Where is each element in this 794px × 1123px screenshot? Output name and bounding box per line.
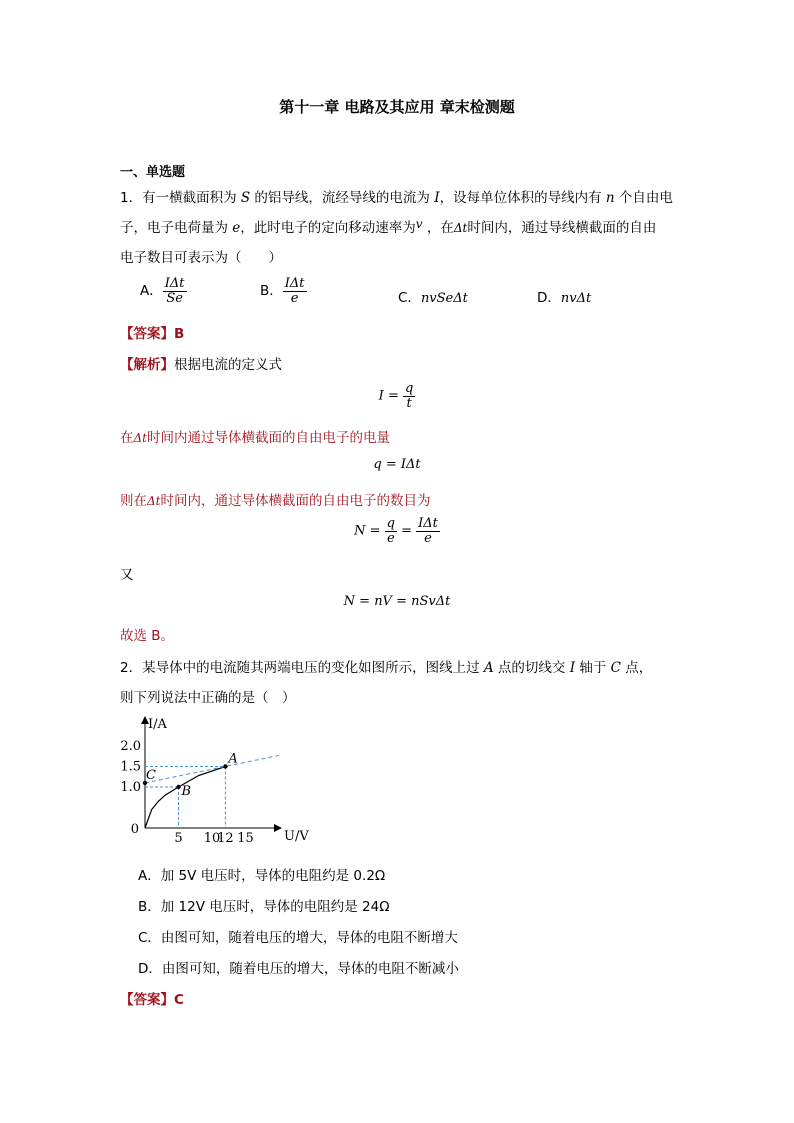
x-axis-label: U/V	[284, 829, 309, 844]
section-heading: 一、单选题	[120, 165, 186, 180]
q2-line2: 则下列说法中正确的是（ ）	[120, 690, 296, 706]
q1-text2: 在Δt时间内通过导体横截面的自由电子的电量	[120, 430, 390, 446]
q1-line1: 1．有一横截面积为 S 的铝导线，流经导线的电流为 I，设每单位体积的导线内有 n 个自由电	[120, 190, 673, 206]
point-label-a: A	[228, 751, 238, 767]
q1-line3: 电子数目可表示为（ ）	[120, 250, 282, 266]
equation-charge: q = IΔt	[373, 457, 421, 472]
q2-option-b[interactable]: B．加 12V 电压时，导体的电阻约是 24Ω	[138, 899, 390, 915]
x-tick-label: 12	[217, 831, 234, 846]
y-axis-label: I/A	[148, 717, 167, 732]
q1-answer: 【答案】B	[120, 326, 185, 342]
tangent-line	[145, 755, 279, 782]
equation-current-definition: I = $\frac{q}{t}$	[378, 381, 414, 411]
point-a	[223, 764, 227, 768]
equation-nv: N = nV = nSvΔt	[343, 594, 451, 609]
equation-electron-count: N = $\frac{q}{e}$ = $\frac{\text{IΔt}}{e}$	[354, 516, 438, 546]
q1-conclusion: 故选 B。	[120, 628, 175, 644]
q1-option-a[interactable]: A． $\frac{\text{IΔt}}{Se}$	[140, 276, 185, 306]
y-tick-label: 1.5	[120, 759, 141, 775]
origin-label: 0	[130, 822, 139, 837]
q2-answer: 【答案】C	[120, 992, 184, 1008]
point-b	[176, 785, 180, 789]
q1-option-c[interactable]: C．nvSeΔt	[398, 290, 468, 306]
y-tick-label: 2.0	[120, 739, 141, 754]
x-tick-label: 10	[203, 831, 221, 846]
q2-option-c[interactable]: C．由图可知，随着电压的增大，导体的电阻不断增大	[138, 930, 458, 946]
q1-option-b[interactable]: B． $\frac{\text{IΔt}}{e}$	[260, 276, 305, 306]
q1-analysis: 【解析】根据电流的定义式	[120, 357, 282, 373]
q2-option-d[interactable]: D．由图可知，随着电压的增大，导体的电阻不断减小	[138, 961, 459, 977]
q1-text4: 又	[120, 567, 134, 583]
point-label-b: B	[181, 784, 192, 799]
y-tick-label: 1.0	[120, 780, 141, 795]
x-tick-label: 15	[237, 831, 254, 846]
point-label-c: C	[146, 767, 156, 783]
q1-option-d[interactable]: D．nvΔt	[537, 290, 592, 306]
x-tick-label: 5	[174, 831, 183, 846]
iu-chart	[110, 712, 330, 847]
page-title: 第十一章 电路及其应用 章末检测题	[279, 98, 515, 116]
q1-line2: 子，电子电荷量为 e，此时电子的定向移动速率为v ，在Δt时间内，通过导线横截面的自由	[120, 217, 657, 236]
q1-text3: 则在Δt时间内，通过导体横截面的自由电子的数目为	[120, 493, 431, 509]
q2-option-a[interactable]: A．加 5V 电压时，导体的电阻约是 0.2Ω	[138, 868, 386, 884]
q2-line1: 2．某导体中的电流随其两端电压的变化如图所示，图线上过 A 点的切线交 I 轴于 C 点，	[120, 660, 653, 676]
